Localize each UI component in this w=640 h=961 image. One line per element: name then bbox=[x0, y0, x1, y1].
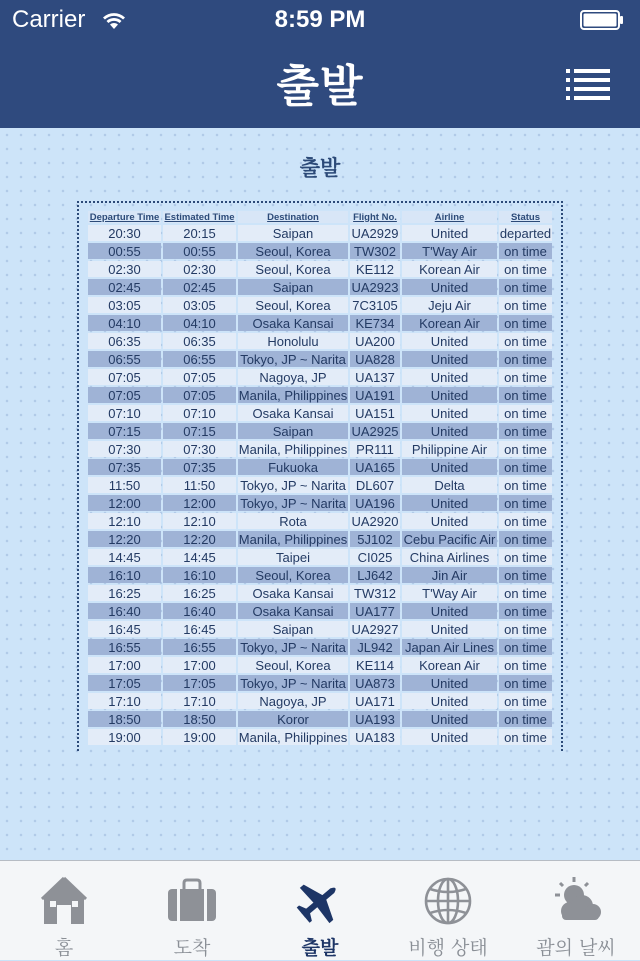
table-cell: 12:00 bbox=[163, 495, 236, 511]
column-header: Status bbox=[499, 211, 552, 223]
table-cell: United bbox=[402, 225, 497, 241]
home-icon bbox=[38, 875, 90, 927]
table-cell: on time bbox=[499, 459, 552, 475]
table-cell: UA2925 bbox=[351, 423, 399, 439]
table-row bbox=[88, 549, 552, 565]
table-cell: 07:35 bbox=[88, 459, 161, 475]
table-cell: 03:05 bbox=[163, 297, 236, 313]
tab-bar bbox=[0, 860, 640, 960]
table-row bbox=[88, 567, 552, 583]
table-cell: 07:05 bbox=[163, 387, 236, 403]
table-cell: on time bbox=[499, 315, 552, 331]
table-cell: 07:30 bbox=[88, 441, 161, 457]
table-row bbox=[88, 639, 552, 655]
table-cell: 17:05 bbox=[88, 675, 161, 691]
table-cell: 17:10 bbox=[88, 693, 161, 709]
table-cell: 02:45 bbox=[88, 279, 161, 295]
table-cell: on time bbox=[499, 495, 552, 511]
table-row bbox=[88, 279, 552, 295]
suitcase-icon bbox=[166, 875, 218, 927]
table-cell: on time bbox=[499, 369, 552, 385]
table-cell: on time bbox=[499, 693, 552, 709]
table-cell: on time bbox=[499, 621, 552, 637]
tab-flight-status-label: 비행 상태 bbox=[408, 937, 488, 959]
table-row bbox=[88, 387, 552, 403]
table-cell: 7C3105 bbox=[350, 297, 400, 313]
table-cell: CI025 bbox=[350, 549, 400, 565]
table-cell: United bbox=[402, 495, 497, 511]
table-cell: UA200 bbox=[350, 333, 400, 349]
table-cell: Tokyo, JP ~ Narita bbox=[238, 639, 348, 655]
table-cell: Tokyo, JP ~ Narita bbox=[238, 675, 348, 691]
table-cell: 06:55 bbox=[163, 351, 236, 367]
table-cell: UA191 bbox=[350, 387, 400, 403]
table-cell: 02:30 bbox=[88, 261, 161, 277]
table-cell: on time bbox=[499, 387, 552, 403]
table-cell: United bbox=[402, 675, 497, 691]
table-cell: 16:10 bbox=[163, 567, 236, 583]
table-cell: United bbox=[402, 279, 497, 295]
table-row bbox=[88, 351, 552, 367]
table-cell: on time bbox=[499, 729, 552, 745]
table-cell: Saipan bbox=[238, 621, 348, 637]
table-cell: 16:45 bbox=[88, 621, 161, 637]
table-cell: 12:20 bbox=[163, 531, 236, 547]
table-cell: 20:30 bbox=[88, 225, 161, 241]
table-row bbox=[88, 261, 552, 277]
table-cell: Jeju Air bbox=[402, 297, 497, 313]
tab-arrivals-label: 도착 bbox=[173, 937, 211, 959]
table-cell: UA828 bbox=[350, 351, 400, 367]
table-cell: on time bbox=[499, 279, 552, 295]
table-cell: Osaka Kansai bbox=[238, 315, 348, 331]
table-cell: 19:00 bbox=[163, 729, 236, 745]
column-header: Departure Time bbox=[89, 211, 160, 223]
table-cell: UA137 bbox=[350, 369, 400, 385]
table-cell: UA2920 bbox=[351, 513, 399, 529]
table-cell: 07:35 bbox=[163, 459, 236, 475]
table-cell: on time bbox=[499, 567, 552, 583]
table-cell: on time bbox=[499, 405, 552, 421]
table-cell: Honolulu bbox=[238, 333, 348, 349]
table-cell: 07:10 bbox=[88, 405, 161, 421]
table-cell: United bbox=[402, 423, 497, 439]
table-cell: Korean Air bbox=[402, 657, 497, 673]
table-row bbox=[88, 315, 552, 331]
table-cell: on time bbox=[499, 657, 552, 673]
table-cell: on time bbox=[499, 549, 552, 565]
table-cell: 12:10 bbox=[88, 513, 161, 529]
table-cell: KE114 bbox=[350, 657, 400, 673]
table-cell: United bbox=[402, 351, 497, 367]
table-row bbox=[88, 513, 552, 529]
globe-icon bbox=[422, 875, 474, 927]
table-cell: Saipan bbox=[238, 225, 348, 241]
battery-icon bbox=[580, 10, 624, 30]
table-cell: 16:55 bbox=[88, 639, 161, 655]
table-cell: Fukuoka bbox=[238, 459, 348, 475]
table-cell: KE734 bbox=[350, 315, 400, 331]
table-cell: United bbox=[402, 459, 497, 475]
table-cell: on time bbox=[499, 513, 552, 529]
table-cell: 16:45 bbox=[163, 621, 236, 637]
table-cell: 11:50 bbox=[88, 477, 161, 493]
table-row bbox=[88, 585, 552, 601]
table-cell: on time bbox=[499, 243, 552, 259]
table-row bbox=[88, 621, 552, 637]
table-cell: Tokyo, JP ~ Narita bbox=[238, 477, 348, 493]
table-cell: 07:15 bbox=[163, 423, 236, 439]
table-cell: UA2927 bbox=[351, 621, 399, 637]
table-cell: 03:05 bbox=[88, 297, 161, 313]
table-row bbox=[88, 729, 552, 745]
table-cell: United bbox=[402, 369, 497, 385]
table-cell: 04:10 bbox=[88, 315, 161, 331]
table-cell: on time bbox=[499, 477, 552, 493]
table-cell: 12:20 bbox=[88, 531, 161, 547]
table-cell: departed bbox=[499, 225, 552, 241]
table-cell: Tokyo, JP ~ Narita bbox=[238, 351, 348, 367]
table-cell: on time bbox=[499, 297, 552, 313]
table-row bbox=[88, 369, 552, 385]
table-cell: United bbox=[402, 603, 497, 619]
table-cell: United bbox=[402, 621, 497, 637]
table-cell: 00:55 bbox=[163, 243, 236, 259]
table-cell: 16:10 bbox=[88, 567, 161, 583]
table-row bbox=[88, 657, 552, 673]
table-row bbox=[88, 423, 552, 439]
table-row bbox=[88, 333, 552, 349]
table-cell: UA2929 bbox=[351, 225, 399, 241]
table-cell: T'Way Air bbox=[402, 585, 497, 601]
table-cell: on time bbox=[499, 261, 552, 277]
table-cell: Philippine Air bbox=[402, 441, 497, 457]
table-cell: Nagoya, JP bbox=[238, 693, 348, 709]
table-cell: 20:15 bbox=[163, 225, 236, 241]
table-cell: 16:25 bbox=[88, 585, 161, 601]
table-cell: on time bbox=[499, 585, 552, 601]
table-cell: 07:30 bbox=[163, 441, 236, 457]
table-cell: 00:55 bbox=[88, 243, 161, 259]
table-cell: 17:00 bbox=[88, 657, 161, 673]
table-cell: Delta bbox=[402, 477, 497, 493]
table-cell: Korean Air bbox=[402, 315, 497, 331]
table-cell: 18:50 bbox=[163, 711, 236, 727]
tab-guam-weather-label: 괌의 날씨 bbox=[536, 937, 616, 959]
table-cell: United bbox=[402, 711, 497, 727]
table-cell: UA183 bbox=[350, 729, 400, 745]
table-cell: on time bbox=[499, 351, 552, 367]
table-cell: Rota bbox=[238, 513, 348, 529]
table-cell: UA196 bbox=[350, 495, 400, 511]
table-cell: 17:10 bbox=[163, 693, 236, 709]
flight-table-frame[interactable] bbox=[77, 201, 563, 751]
table-cell: 18:50 bbox=[88, 711, 161, 727]
table-row bbox=[88, 495, 552, 511]
table-cell: on time bbox=[499, 675, 552, 691]
table-row bbox=[88, 441, 552, 457]
table-cell: 12:10 bbox=[163, 513, 236, 529]
table-row bbox=[88, 531, 552, 547]
table-cell: Nagoya, JP bbox=[238, 369, 348, 385]
table-cell: on time bbox=[499, 441, 552, 457]
tab-guam-weather[interactable] bbox=[512, 861, 640, 961]
table-cell: UA151 bbox=[350, 405, 400, 421]
table-cell: 07:05 bbox=[88, 387, 161, 403]
table-cell: on time bbox=[499, 423, 552, 439]
table-cell: Tokyo, JP ~ Narita bbox=[238, 495, 348, 511]
departures-heading: 출발 bbox=[299, 156, 341, 180]
table-cell: 04:10 bbox=[163, 315, 236, 331]
table-cell: 07:10 bbox=[163, 405, 236, 421]
table-cell: 02:30 bbox=[163, 261, 236, 277]
table-cell: TW312 bbox=[350, 585, 400, 601]
table-cell: Saipan bbox=[238, 279, 348, 295]
table-cell: UA2923 bbox=[351, 279, 399, 295]
departures-content bbox=[0, 128, 640, 860]
table-row bbox=[88, 603, 552, 619]
table-cell: on time bbox=[499, 333, 552, 349]
table-cell: Saipan bbox=[238, 423, 348, 439]
table-cell: 17:00 bbox=[163, 657, 236, 673]
table-row bbox=[88, 225, 552, 241]
table-cell: Osaka Kansai bbox=[238, 603, 348, 619]
table-row bbox=[88, 459, 552, 475]
table-cell: 12:00 bbox=[88, 495, 161, 511]
table-cell: Taipei bbox=[238, 549, 348, 565]
table-cell: Manila, Philippines bbox=[238, 531, 348, 547]
table-cell: 16:55 bbox=[163, 639, 236, 655]
table-cell: Seoul, Korea bbox=[238, 657, 348, 673]
table-row bbox=[88, 693, 552, 709]
table-row bbox=[88, 711, 552, 727]
tab-flight-status[interactable] bbox=[384, 861, 512, 961]
table-cell: 07:15 bbox=[88, 423, 161, 439]
table-row bbox=[88, 243, 552, 259]
table-cell: Manila, Philippines bbox=[238, 387, 348, 403]
table-cell: Manila, Philippines bbox=[238, 441, 348, 457]
tab-home-label: 홈 bbox=[54, 937, 74, 959]
table-row bbox=[88, 477, 552, 493]
table-cell: KE112 bbox=[350, 261, 400, 277]
table-cell: Seoul, Korea bbox=[238, 261, 348, 277]
column-header: Estimated Time bbox=[164, 211, 235, 223]
table-cell: 17:05 bbox=[163, 675, 236, 691]
table-cell: UA171 bbox=[350, 693, 400, 709]
tab-home[interactable] bbox=[0, 861, 128, 961]
table-cell: T'Way Air bbox=[402, 243, 497, 259]
page-title: 출발 bbox=[276, 61, 364, 112]
table-cell: Manila, Philippines bbox=[238, 729, 348, 745]
table-cell: UA165 bbox=[350, 459, 400, 475]
airplane-icon bbox=[294, 875, 346, 927]
table-cell: Seoul, Korea bbox=[238, 243, 348, 259]
table-cell: on time bbox=[499, 711, 552, 727]
table-cell: 5J102 bbox=[350, 531, 400, 547]
table-cell: Cebu Pacific Air bbox=[403, 531, 496, 547]
table-cell: United bbox=[402, 729, 497, 745]
table-cell: on time bbox=[499, 639, 552, 655]
table-cell: 14:45 bbox=[88, 549, 161, 565]
table-header-row bbox=[88, 211, 552, 223]
table-cell: 16:40 bbox=[163, 603, 236, 619]
table-cell: United bbox=[402, 333, 497, 349]
table-row bbox=[88, 297, 552, 313]
table-cell: Korean Air bbox=[402, 261, 497, 277]
table-cell: UA193 bbox=[350, 711, 400, 727]
tab-arrivals[interactable] bbox=[128, 861, 256, 961]
table-cell: Jin Air bbox=[402, 567, 497, 583]
navigation-header bbox=[0, 0, 640, 128]
table-cell: on time bbox=[499, 531, 552, 547]
table-cell: United bbox=[402, 693, 497, 709]
clock: 8:59 PM bbox=[274, 6, 366, 33]
table-cell: 02:45 bbox=[163, 279, 236, 295]
table-cell: 14:45 bbox=[163, 549, 236, 565]
table-cell: LJ642 bbox=[350, 567, 400, 583]
departures-table bbox=[86, 209, 554, 747]
table-cell: 06:35 bbox=[88, 333, 161, 349]
column-header: Flight No. bbox=[350, 211, 400, 223]
table-cell: DL607 bbox=[350, 477, 400, 493]
tab-departures[interactable] bbox=[256, 861, 384, 961]
table-cell: United bbox=[402, 387, 497, 403]
table-row bbox=[88, 405, 552, 421]
table-cell: Seoul, Korea bbox=[238, 567, 348, 583]
table-cell: Osaka Kansai bbox=[238, 405, 348, 421]
table-cell: PR111 bbox=[350, 441, 400, 457]
hamburger-menu-icon[interactable] bbox=[566, 68, 610, 100]
table-cell: UA873 bbox=[350, 675, 400, 691]
weather-icon bbox=[550, 875, 602, 927]
carrier-label: Carrier bbox=[12, 6, 86, 33]
table-cell: Osaka Kansai bbox=[238, 585, 348, 601]
table-cell: 07:05 bbox=[88, 369, 161, 385]
table-cell: Seoul, Korea bbox=[238, 297, 348, 313]
table-row bbox=[88, 675, 552, 691]
table-cell: 16:40 bbox=[88, 603, 161, 619]
table-cell: United bbox=[402, 405, 497, 421]
table-cell: JL942 bbox=[350, 639, 400, 655]
tab-departures-label: 출발 bbox=[301, 937, 339, 959]
table-cell: TW302 bbox=[350, 243, 400, 259]
table-cell: United bbox=[402, 513, 497, 529]
table-cell: 06:35 bbox=[163, 333, 236, 349]
table-cell: 11:50 bbox=[163, 477, 236, 493]
table-cell: China Airlines bbox=[402, 549, 497, 565]
column-header: Airline bbox=[402, 211, 497, 223]
table-cell: UA177 bbox=[350, 603, 400, 619]
table-cell: Koror bbox=[238, 711, 348, 727]
status-bar bbox=[0, 0, 640, 40]
table-cell: 16:25 bbox=[163, 585, 236, 601]
table-cell: 19:00 bbox=[88, 729, 161, 745]
table-cell: 06:55 bbox=[88, 351, 161, 367]
table-cell: Japan Air Lines bbox=[402, 639, 497, 655]
table-cell: 07:05 bbox=[163, 369, 236, 385]
column-header: Destination bbox=[238, 211, 348, 223]
table-cell: on time bbox=[499, 603, 552, 619]
